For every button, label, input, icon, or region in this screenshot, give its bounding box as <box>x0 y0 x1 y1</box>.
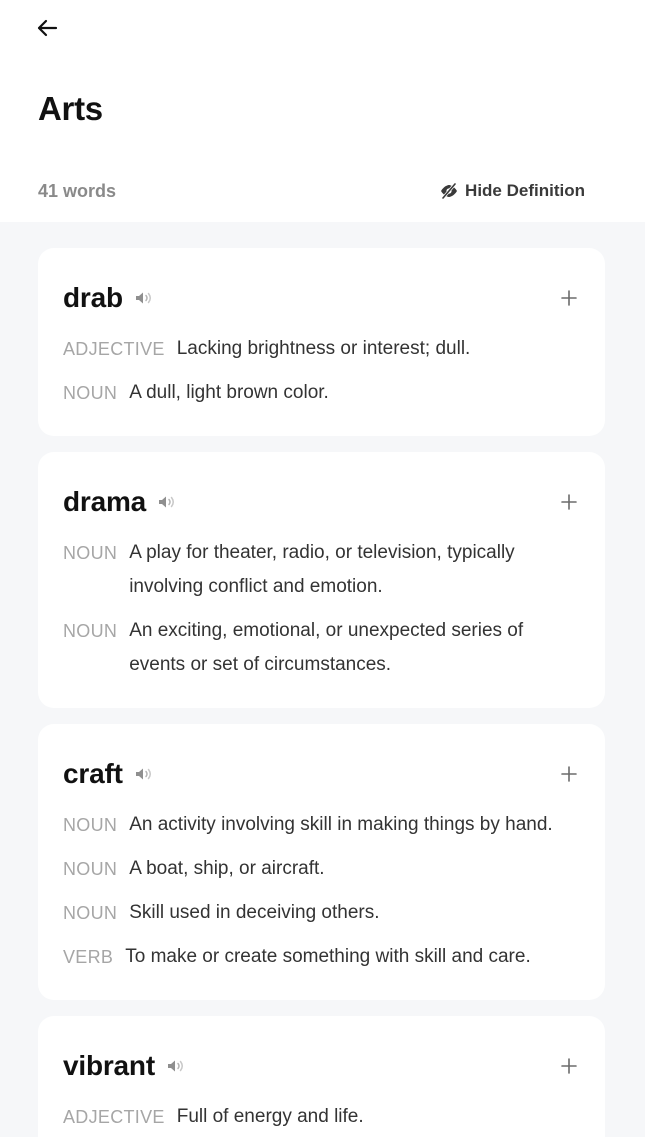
part-of-speech: NOUN <box>63 543 118 563</box>
header <box>0 0 645 222</box>
plus-icon <box>561 766 577 782</box>
definition-text: Full of energy and life. <box>176 1106 364 1127</box>
definition-item <box>63 614 580 682</box>
word-row <box>63 278 580 318</box>
word-row <box>63 754 580 794</box>
plus-icon <box>561 290 577 306</box>
word-card <box>38 1016 605 1137</box>
hide-definition-button[interactable] <box>439 181 585 201</box>
definition-item <box>63 852 580 886</box>
word-row <box>63 482 580 522</box>
definition-text: Skill used in deceiving others. <box>129 902 380 923</box>
definition-item <box>63 896 580 930</box>
definition-text: Lacking brightness or interest; dull. <box>176 338 471 359</box>
hide-definition-label: Hide Definition <box>465 181 585 200</box>
word-count: 41 words <box>38 181 117 201</box>
part-of-speech: ADJECTIVE <box>63 1107 165 1127</box>
speaker-icon[interactable] <box>158 495 176 509</box>
word-card <box>38 248 605 436</box>
definition-item <box>63 376 580 410</box>
speaker-icon[interactable] <box>135 291 153 305</box>
part-of-speech: VERB <box>63 947 114 967</box>
part-of-speech: NOUN <box>63 859 118 879</box>
definition-item <box>63 332 580 366</box>
word-card <box>38 724 605 1000</box>
arrow-left-icon <box>36 19 58 37</box>
add-word-button[interactable] <box>555 284 583 312</box>
part-of-speech: NOUN <box>63 903 118 923</box>
word-row <box>63 1046 580 1086</box>
definition-item <box>63 536 580 604</box>
part-of-speech: NOUN <box>63 815 118 835</box>
definition-list <box>63 808 580 974</box>
add-word-button[interactable] <box>555 488 583 516</box>
word-card <box>38 452 605 708</box>
definition-list <box>63 1100 580 1134</box>
definition-text: An activity involving skill in making things by hand. <box>129 814 553 835</box>
definition-list <box>63 536 580 682</box>
word-title: craft <box>63 758 123 789</box>
add-word-button[interactable] <box>555 1052 583 1080</box>
back-button[interactable] <box>30 12 64 44</box>
speaker-icon[interactable] <box>167 1059 185 1073</box>
word-title: drab <box>63 282 123 313</box>
eye-off-icon <box>439 183 459 199</box>
part-of-speech: NOUN <box>63 383 118 403</box>
definition-text: A play for theater, radio, or television, typically involving conflict and emotion. <box>129 542 515 597</box>
definition-item <box>63 1100 580 1134</box>
plus-icon <box>561 1058 577 1074</box>
page-title: Arts <box>38 90 103 127</box>
definition-text: A dull, light brown color. <box>129 382 329 403</box>
definition-text: An exciting, emotional, or unexpected series of events or set of circumstances. <box>129 620 524 675</box>
definition-text: To make or create something with skill and care. <box>125 946 531 967</box>
definition-item <box>63 808 580 842</box>
definition-text: A boat, ship, or aircraft. <box>129 858 325 879</box>
plus-icon <box>561 494 577 510</box>
part-of-speech: NOUN <box>63 621 118 641</box>
word-title: vibrant <box>63 1050 155 1081</box>
word-list <box>38 248 605 1137</box>
speaker-icon[interactable] <box>135 767 153 781</box>
word-title: drama <box>63 486 147 517</box>
definition-item <box>63 940 580 974</box>
definition-list <box>63 332 580 410</box>
part-of-speech: ADJECTIVE <box>63 339 165 359</box>
add-word-button[interactable] <box>555 760 583 788</box>
